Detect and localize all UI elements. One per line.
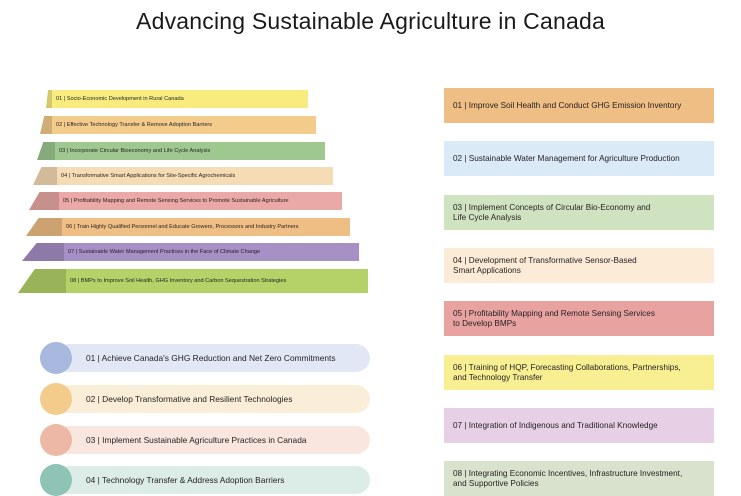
goal-bar bbox=[54, 385, 370, 413]
pyramid-step-label: 03 | Incorporate Circular Bioeconomy and Life Cycle Analysis bbox=[59, 148, 211, 154]
pyramid-step-face bbox=[66, 269, 368, 293]
goal-circle bbox=[40, 383, 72, 415]
pyramid-step bbox=[37, 142, 325, 160]
pyramid-step-label: 07 | Sustainable Water Management Practices in the Face of Climate Change bbox=[68, 249, 261, 255]
priority-box bbox=[444, 141, 714, 176]
pyramid-step bbox=[33, 167, 333, 185]
goal-bar bbox=[54, 344, 370, 372]
priority-label: 01 | Improve Soil Health and Conduct GHG Emission Inventory bbox=[453, 100, 682, 110]
priority-box bbox=[444, 195, 714, 230]
goal-label: 02 | Develop Transformative and Resilient Technologies bbox=[86, 394, 293, 404]
pyramid-step-face bbox=[64, 243, 359, 261]
pyramid-step bbox=[40, 116, 316, 134]
goal-circle bbox=[40, 464, 72, 496]
pyramid-step-label: 05 | Profitability Mapping and Remote Sensing Services to Promote Sustainable Agriculture bbox=[63, 198, 289, 204]
pyramid-step-label: 02 | Effective Technology Transfer & Remove Adoption Barriers bbox=[56, 122, 213, 128]
pyramid-step-side bbox=[37, 142, 55, 160]
goal-item bbox=[40, 464, 370, 496]
pyramid-step bbox=[18, 269, 368, 293]
priority-box bbox=[444, 461, 714, 496]
pyramid-step-face bbox=[55, 142, 325, 160]
priority-label: 07 | Integration of Indigenous and Traditional Knowledge bbox=[453, 420, 658, 430]
goal-item bbox=[40, 383, 370, 415]
pyramid-step-side bbox=[22, 243, 64, 261]
pyramid-step-side bbox=[33, 167, 57, 185]
goal-item bbox=[40, 342, 370, 374]
pyramid-step-label: 08 | BMPs to Improve Soil Health, GHG Inventory and Carbon Sequestration Strategies bbox=[70, 278, 287, 284]
pyramid-step-face bbox=[52, 90, 308, 108]
pyramid-step-face bbox=[62, 218, 350, 236]
goal-label: 01 | Achieve Canada's GHG Reduction and Net Zero Commitments bbox=[86, 353, 336, 363]
priority-box bbox=[444, 355, 714, 390]
priority-label: 03 | Implement Concepts of Circular Bio-Economy and Life Cycle Analysis bbox=[453, 202, 651, 222]
pyramid-step-side bbox=[29, 192, 59, 210]
goal-circle bbox=[40, 342, 72, 374]
pyramid-step-face bbox=[59, 192, 342, 210]
priority-box bbox=[444, 301, 714, 336]
pyramid-step-label: 04 | Transformative Smart Applications for Site-Specific Agrochemicals bbox=[61, 173, 236, 179]
goal-circle bbox=[40, 424, 72, 456]
pyramid-step-label: 06 | Train Highly Qualified Personnel and Educate Growers, Processors and Industry Partners bbox=[66, 224, 299, 230]
pyramid-step-face bbox=[57, 167, 333, 185]
pyramid-step bbox=[29, 192, 342, 210]
pyramid-step bbox=[26, 218, 350, 236]
goal-item bbox=[40, 424, 370, 456]
goal-bar bbox=[54, 466, 370, 494]
priority-box bbox=[444, 248, 714, 283]
pyramid-step-face bbox=[52, 116, 316, 134]
pyramid-step-side bbox=[40, 116, 52, 134]
pyramid-step bbox=[22, 243, 359, 261]
priority-label: 08 | Integrating Economic Incentives, Infrastructure Investment, and Supportive Policies bbox=[453, 468, 683, 488]
priority-label: 02 | Sustainable Water Management for Agriculture Production bbox=[453, 153, 680, 163]
goal-label: 03 | Implement Sustainable Agriculture Practices in Canada bbox=[86, 435, 307, 445]
priority-box bbox=[444, 408, 714, 443]
priority-label: 04 | Development of Transformative Sensor-Based Smart Applications bbox=[453, 255, 637, 275]
goal-label: 04 | Technology Transfer & Address Adoption Barriers bbox=[86, 475, 285, 485]
pyramid-step-side bbox=[26, 218, 62, 236]
priority-label: 05 | Profitability Mapping and Remote Sensing Services to Develop BMPs bbox=[453, 308, 655, 328]
pyramid-step bbox=[46, 90, 308, 108]
priority-label: 06 | Training of HQP, Forecasting Collaborations, Partnerships, and Technology Transfer bbox=[453, 362, 681, 382]
page-title: Advancing Sustainable Agriculture in Canada bbox=[136, 8, 605, 34]
pyramid-step-label: 01 | Socio-Economic Development in Rural Canada bbox=[56, 96, 184, 102]
goal-bar bbox=[54, 426, 370, 454]
pyramid-step-side bbox=[18, 269, 66, 293]
priority-box bbox=[444, 88, 714, 123]
